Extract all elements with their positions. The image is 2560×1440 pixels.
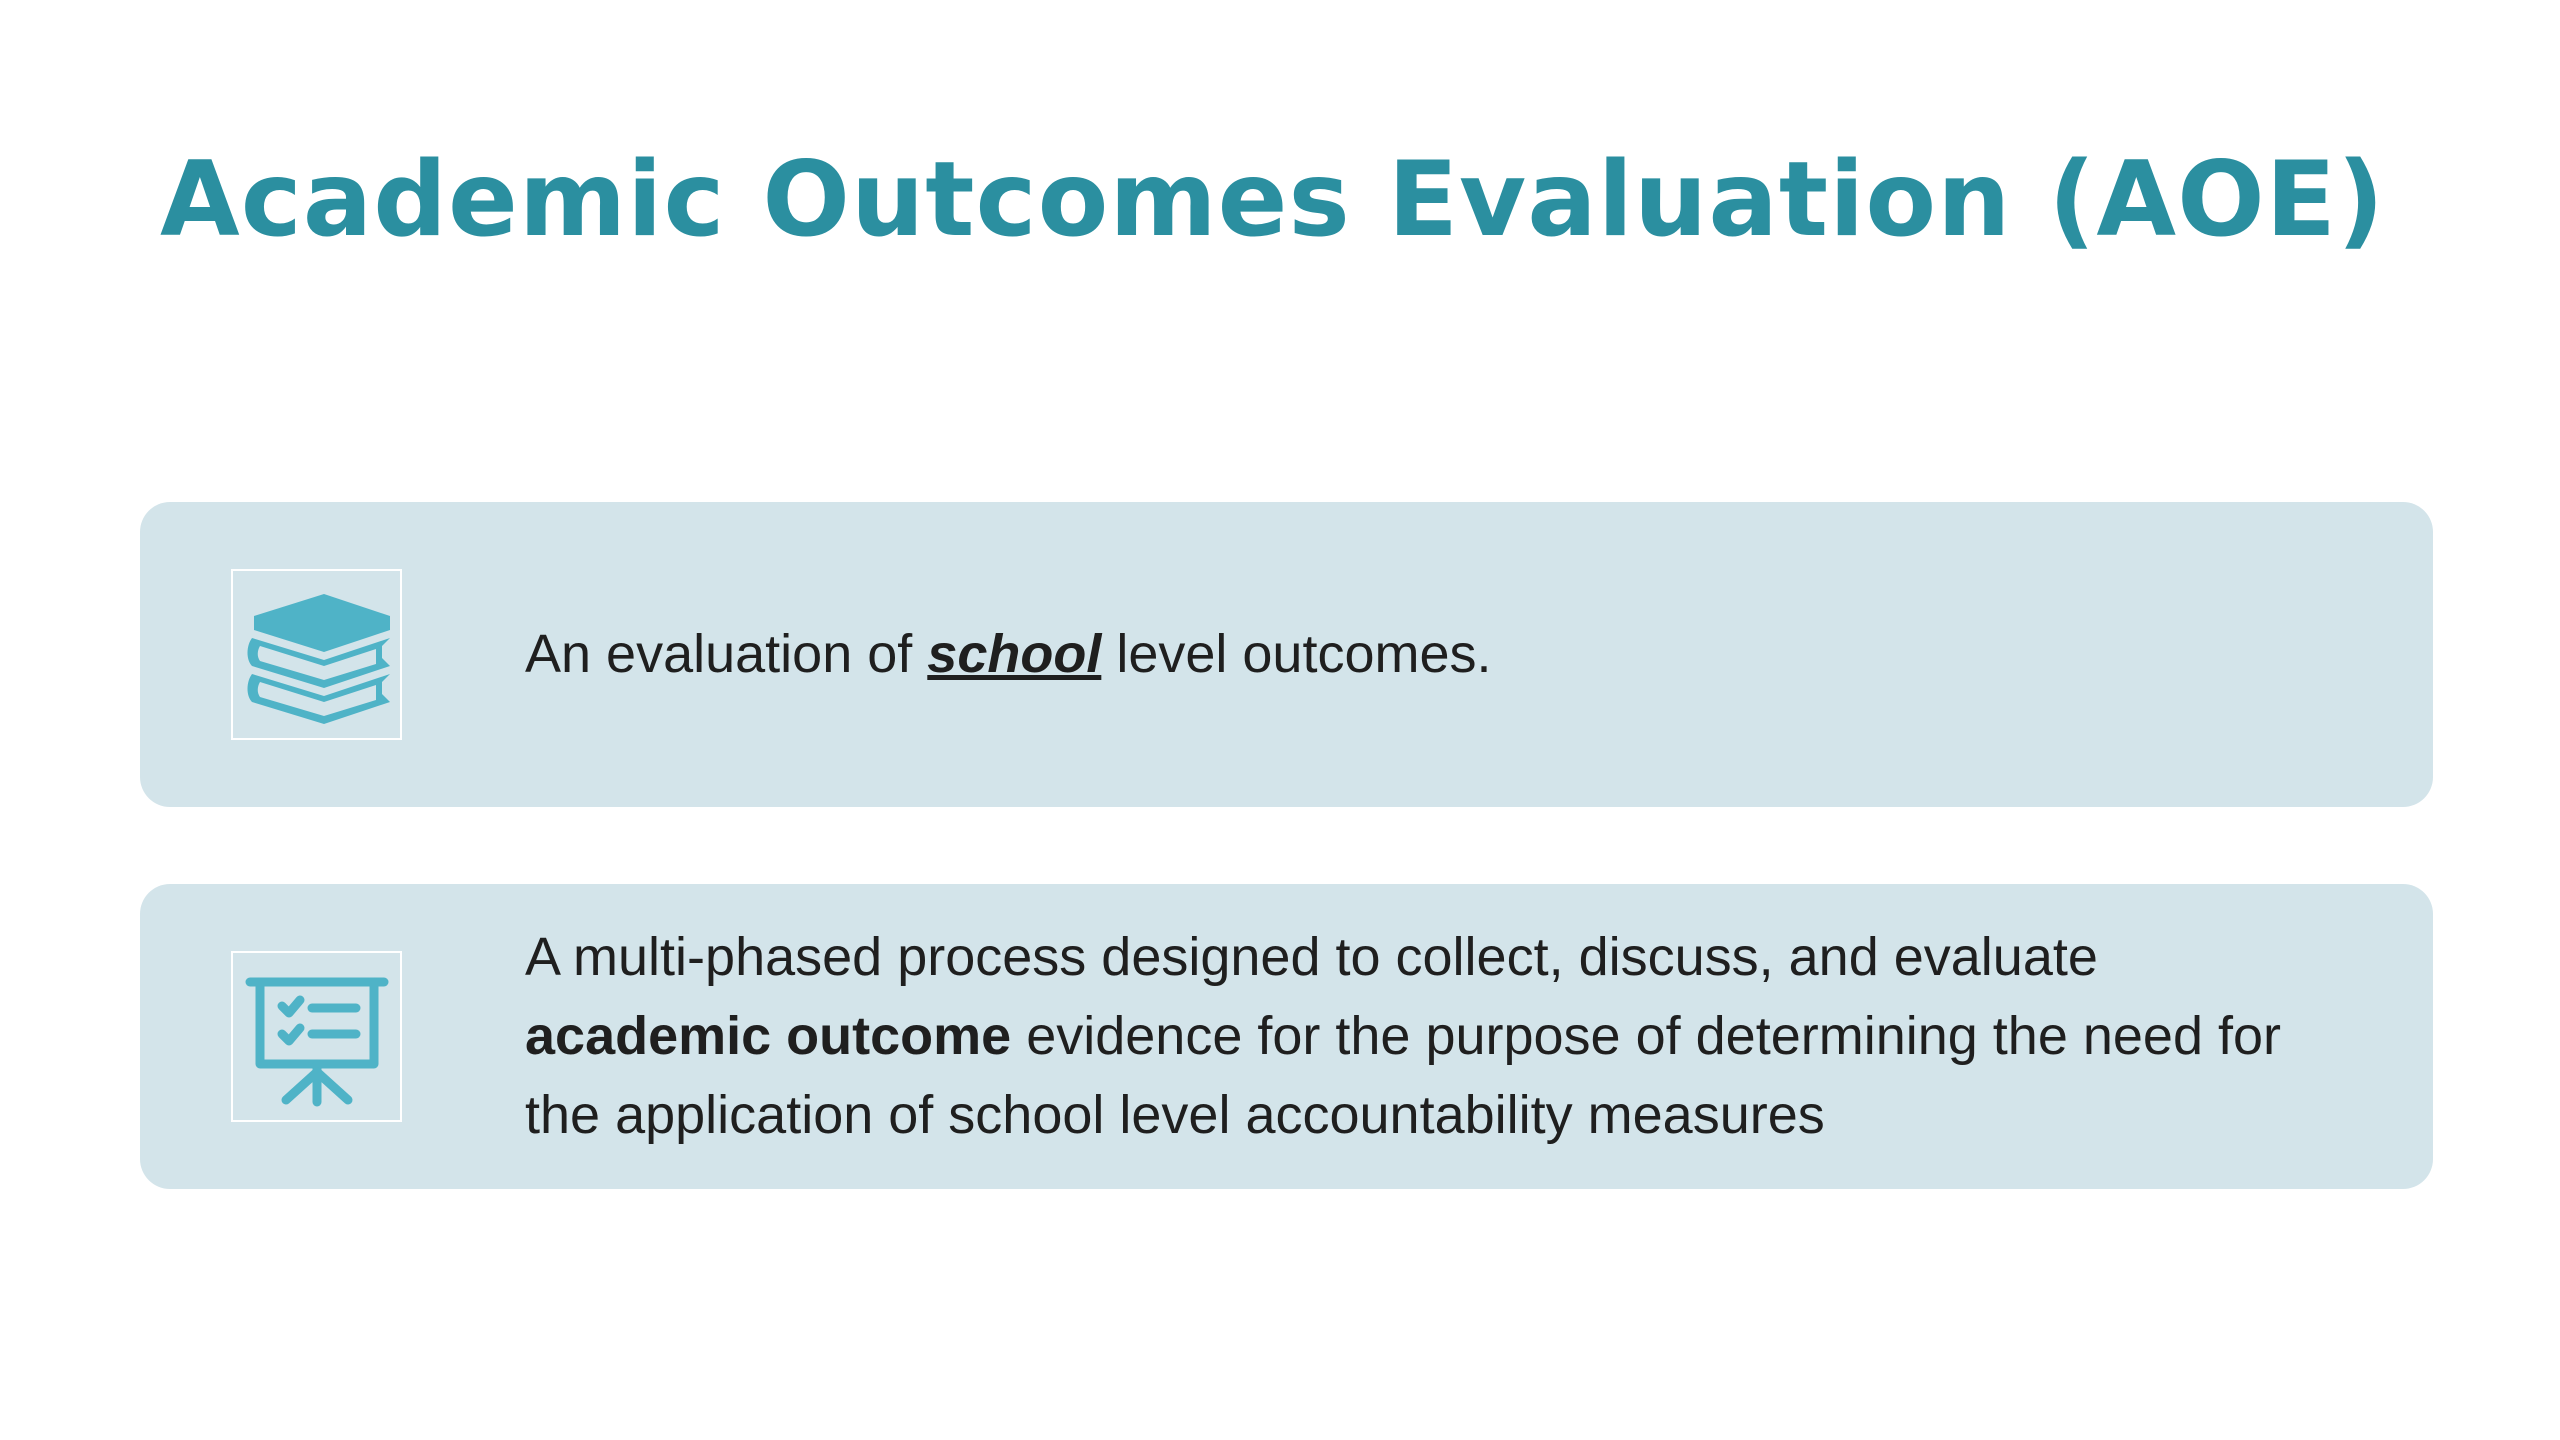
emphasis-academic-outcome: academic outcome [525,1006,1012,1066]
slide-title: Academic Outcomes Evaluation (AOE) [160,140,2386,260]
definition-card-process [140,884,2433,1189]
emphasis-school: school [927,624,1102,684]
card-text: An evaluation of school level outcomes. [525,624,1492,684]
definition-card-school-level [140,502,2433,807]
card-text: A multi-phased process designed to collect, discuss, and evaluate academic outcome evidence for the purpose of determining the need for the application of school level accountability measures [525,927,2282,1145]
books-stack-icon [242,580,392,730]
presentation-board-checklist-icon [242,962,392,1112]
icon-frame [231,951,402,1122]
icon-frame [231,569,402,740]
